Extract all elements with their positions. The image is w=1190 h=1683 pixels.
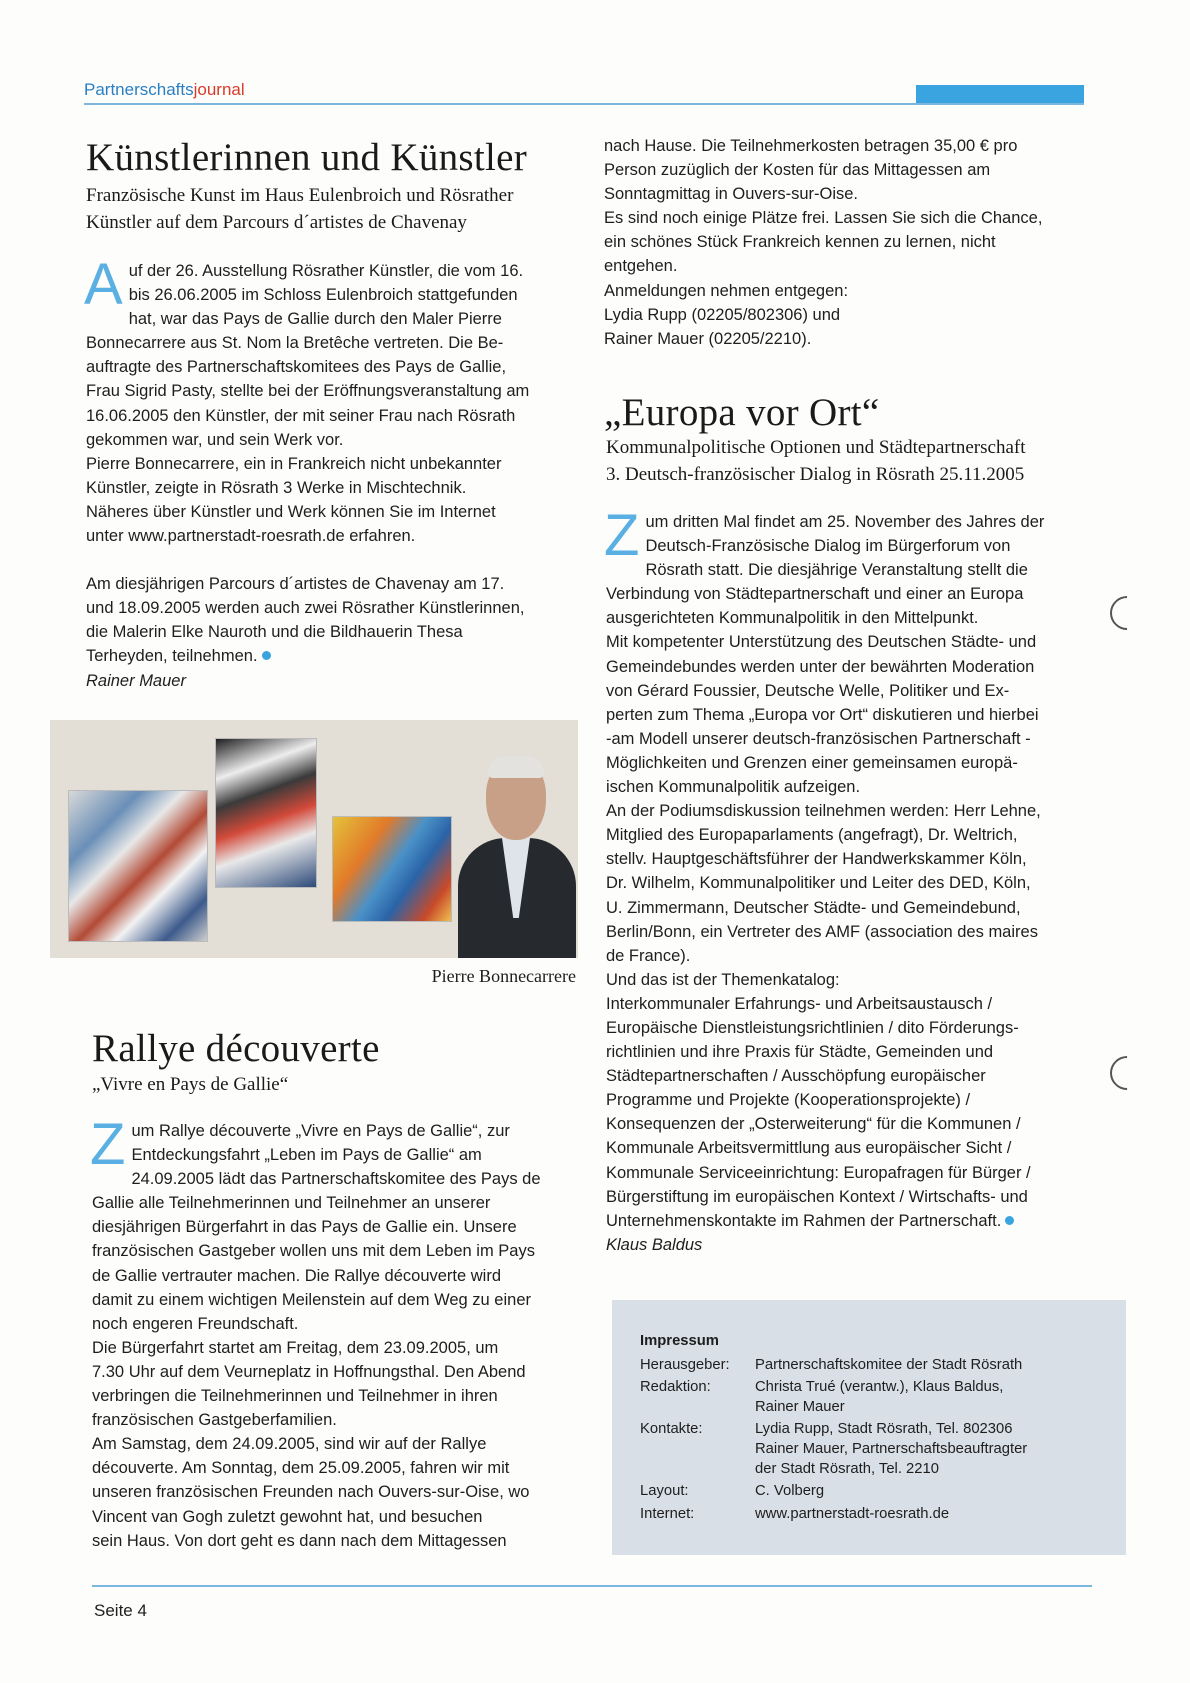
impressum-value: Partnerschaftskomitee der Stadt Rösrath <box>755 1356 1023 1373</box>
text-line: Frau Sigrid Pasty, stellte bei der Eröffnungsveranstaltung am <box>86 382 530 401</box>
punch-hole-mark <box>1103 1049 1151 1097</box>
impressum-value: Rainer Mauer, Partnerschaftsbeauftragter <box>755 1440 1028 1457</box>
punch-hole-mark <box>1103 589 1151 637</box>
text-line: Anmeldungen nehmen entgegen: <box>604 281 849 300</box>
article1-author: Rainer Mauer <box>86 671 186 690</box>
text-line: Verbindung von Städtepartnerschaft und einer an Europa <box>606 585 1024 604</box>
photo-caption: Pierre Bonnecarrere <box>431 966 576 986</box>
impressum-value: der Stadt Rösrath, Tel. 2210 <box>755 1460 939 1477</box>
text-line: unseren französischen Freunden nach Ouvers-sur-Oise, wo <box>92 1483 530 1502</box>
article3-author: Klaus Baldus <box>606 1235 703 1254</box>
text-line: die Malerin Elke Nauroth und die Bildhauerin Thesa <box>86 623 463 642</box>
text-line: ausgerichteten Kommunalpolitik in den Mittelpunkt. <box>606 609 979 628</box>
text-line: von Gérard Foussier, Deutsche Welle, Politiker und Ex- <box>606 681 1010 700</box>
impressum-value: Rainer Mauer <box>755 1398 845 1415</box>
article3-body <box>604 503 1106 1257</box>
article2-title: Rallye découverte <box>92 1027 380 1070</box>
impressum-row <box>640 1505 1110 1525</box>
article3-subtitle <box>606 434 1116 488</box>
text-line: Europäische Dienstleistungsrichtlinien / dito Förderungs- <box>606 1018 1019 1037</box>
artwork-image <box>215 738 317 888</box>
text-line: auftragte des Partnerschaftskomitees des Pays de Gallie, <box>86 358 507 377</box>
impressum-value: Lydia Rupp, Stadt Rösrath, Tel. 802306 <box>755 1421 1013 1438</box>
text-line: Entdeckungsfahrt „Leben im Pays de Gallie“ am <box>131 1146 482 1165</box>
text-line: Es sind noch einige Plätze frei. Lassen Sie sich die Chance, <box>604 209 1043 228</box>
artwork-image <box>332 816 452 922</box>
artist-hair <box>488 756 544 778</box>
text-line: ischen Kommunalpolitik aufzeigen. <box>606 778 861 797</box>
text-line: An der Podiumsdiskussion teilnehmen werden: Herr Lehne, <box>606 802 1041 821</box>
text-line: Die Bürgerfahrt startet am Freitag, dem 23.09.2005, um <box>92 1338 499 1357</box>
text-line: sein Haus. Von dort geht es dann nach dem Mittagessen <box>92 1531 507 1550</box>
text-line: Am diesjährigen Parcours d´artistes de Chavenay am 17. <box>86 575 505 594</box>
end-dot-icon <box>1005 1216 1014 1225</box>
text-line: -am Modell unserer deutsch-französischen Partnerschaft - <box>606 729 1031 748</box>
text-line: richtlinien und ihre Praxis für Städte, Gemeinden und <box>606 1043 994 1062</box>
text-line: 7.30 Uhr auf dem Veurneplatz in Hoffnungsthal. Den Abend <box>92 1362 526 1381</box>
text-line: unter www.partnerstadt-roesrath.de erfahren. <box>86 527 416 546</box>
text-line: Lydia Rupp (02205/802306) und <box>604 305 841 324</box>
artwork-image <box>68 790 208 942</box>
text-line: um Rallye découverte „Vivre en Pays de Gallie“, zur <box>131 1122 510 1140</box>
text-line: Möglichkeiten und Grenzen einer gemeinsamen europä- <box>606 753 1018 772</box>
text-line: diesjährigen Bürgerfahrt in das Pays de Gallie ein. Unsere <box>92 1218 517 1237</box>
text-line: französischen Gastgeber wollen uns mit dem Leben im Pays <box>92 1242 535 1261</box>
text-line: 24.09.2005 lädt das Partnerschaftskomitee des Pays de <box>131 1170 541 1189</box>
text-line: Deutsch-Französische Dialog im Bürgerforum von <box>645 537 1011 556</box>
text-line: Vincent van Gogh zuletzt gewohnt hat, und besuchen <box>92 1507 483 1526</box>
header-accent-bar <box>916 85 1084 103</box>
text-line: Am Samstag, dem 24.09.2005, sind wir auf der Rallye <box>92 1435 487 1454</box>
article2-body <box>90 1112 592 1553</box>
article1-body <box>84 252 586 693</box>
text-line: Kommunale Arbeitsvermittlung aus europäischer Sicht / <box>606 1139 1012 1158</box>
text-line: und 18.09.2005 werden auch zwei Rösrather Künstlerinnen, <box>86 599 525 618</box>
text-line: U. Zimmermann, Deutscher Städte- und Gemeindebund, <box>606 898 1021 917</box>
journal-title <box>84 80 245 100</box>
text-line: um dritten Mal findet am 25. November des Jahres der <box>645 513 1045 531</box>
text-line: Programme und Projekte (Kooperationsprojekte) / <box>606 1091 971 1110</box>
article2-drop-cap: Z <box>90 1112 126 1177</box>
impressum-label: Layout: <box>640 1483 689 1500</box>
end-dot-icon <box>262 651 271 660</box>
text-line: stellv. Hauptgeschäftsführer der Handwerkskammer Köln, <box>606 850 1027 869</box>
article1-drop-cap: A <box>84 252 123 317</box>
text-line: Pierre Bonnecarrere, ein in Frankreich nicht unbekannter <box>86 454 502 473</box>
impressum-label: Kontakte: <box>640 1421 703 1438</box>
text-line: nach Hause. Die Teilnehmerkosten betragen 35,00 € pro <box>604 137 1018 155</box>
text-line: Künstler, zeigte in Rösrath 3 Werke in Mischtechnik. <box>86 478 467 497</box>
text-line: noch engeren Freundschaft. <box>92 1314 299 1333</box>
article3-subtitle-line: 3. Deutsch-französischer Dialog in Rösrath 25.11.2005 <box>606 464 1025 485</box>
impressum-label: Internet: <box>640 1505 695 1522</box>
article1-subtitle-line: Künstler auf dem Parcours d´artistes de Chavenay <box>86 212 467 233</box>
text-line: Und das ist der Themenkatalog: <box>606 970 840 989</box>
text-line: découverte. Am Sonntag, dem 25.09.2005, fahren wir mit <box>92 1459 510 1478</box>
text-line: de Gallie vertrauter machen. Die Rallye découverte wird <box>92 1266 502 1285</box>
impressum-row <box>640 1378 1110 1417</box>
article3-subtitle-line: Kommunalpolitische Optionen und Städtepartnerschaft <box>606 437 1026 458</box>
footer-rule <box>92 1585 1092 1587</box>
text-line: gekommen war, und sein Werk vor. <box>86 430 344 449</box>
text-line: französischen Gastgeberfamilien. <box>92 1411 337 1430</box>
artist-photo <box>50 720 578 958</box>
impressum-row <box>640 1356 1110 1376</box>
article3-title: „Europa vor Ort“ <box>604 391 880 434</box>
text-line: Kommunale Serviceeinrichtung: Europafragen für Bürger / <box>606 1163 1031 1182</box>
text-line: perten zum Thema „Europa vor Ort“ diskutieren und hierbei <box>606 705 1039 724</box>
article1-title: Künstlerinnen und Künstler <box>86 136 528 179</box>
text-line: Interkommunaler Erfahrungs- und Arbeitsaustausch / <box>606 994 993 1013</box>
text-line: Bonnecarrere aus St. Nom la Bretêche vertreten. Die Be- <box>86 334 504 353</box>
text-line: Gallie alle Teilnehmerinnen und Teilnehmer an unserer <box>92 1194 491 1213</box>
text-line: Konsequenzen der „Osterweiterung“ für die Kommunen / <box>606 1115 1021 1134</box>
article1-subtitle <box>86 182 586 236</box>
impressum-row <box>640 1482 1110 1502</box>
impressum-title: Impressum <box>640 1333 719 1349</box>
impressum-website: www.partnerstadt-roesrath.de <box>755 1505 950 1522</box>
article1-subtitle-line: Französische Kunst im Haus Eulenbroich und Rösrather <box>86 185 514 206</box>
article2-subtitle: „Vivre en Pays de Gallie“ <box>92 1074 289 1095</box>
impressum-value: C. Volberg <box>755 1483 825 1500</box>
impressum-value: Christa Trué (verantw.), Klaus Baldus, <box>755 1379 1004 1396</box>
text-line: entgehen. <box>604 257 678 276</box>
journal-title-part-b: journal <box>193 80 245 99</box>
text-line: damit zu einem wichtigen Meilenstein auf dem Weg zu einer <box>92 1290 531 1309</box>
text-line-content: Terheyden, teilnehmen. <box>86 647 258 666</box>
impressum-label: Redaktion: <box>640 1379 711 1396</box>
text-line: uf der 26. Ausstellung Rösrather Künstler, die vom 16. <box>128 262 524 280</box>
text-line: Berlin/Bonn, ein Vertreter des AMF (association des maires <box>606 922 1038 941</box>
text-line: Rösrath statt. Die diesjährige Veranstaltung stellt die <box>645 561 1028 580</box>
text-line: de France). <box>606 946 691 965</box>
article3-drop-cap: Z <box>604 503 640 568</box>
page-number: Seite 4 <box>94 1601 147 1620</box>
text-line: Städtepartnerschaften / Ausschöpfung europäischer <box>606 1067 986 1086</box>
text-line: 16.06.2005 den Künstler, der mit seiner Frau nach Rösrath <box>86 406 516 425</box>
text-line: hat, war das Pays de Gallie durch den Maler Pierre <box>128 310 502 329</box>
text-line: Näheres über Künstler und Werk können Sie im Internet <box>86 502 496 521</box>
text-line: Dr. Wilhelm, Kommunalpolitiker und Leiter des DED, Köln, <box>606 874 1031 893</box>
text-line <box>606 1209 1106 1233</box>
impressum-box <box>612 1300 1126 1555</box>
text-line: bis 26.06.2005 im Schloss Eulenbroich stattgefunden <box>128 286 518 305</box>
text-line: Mit kompetenter Unterstützung des Deutschen Städte- und <box>606 633 1037 652</box>
text-line <box>86 644 586 668</box>
journal-title-part-a: Partnerschafts <box>84 80 194 99</box>
text-line: verbringen die Teilnehmerinnen und Teilnehmer in ihren <box>92 1387 498 1406</box>
header-rule <box>84 103 1084 105</box>
text-line: Mitglied des Europaparlaments (angefragt), Dr. Weltrich, <box>606 826 1018 845</box>
text-line: Rainer Mauer (02205/2210). <box>604 329 812 348</box>
text-line: Bürgerstiftung im europäischen Kontext / Wirtschafts- und <box>606 1187 1028 1206</box>
text-line-content: Unternehmenskontakte im Rahmen der Partnerschaft. <box>606 1211 1002 1230</box>
text-line: Sonntagmittag in Ouvers-sur-Oise. <box>604 185 859 204</box>
impressum-label: Herausgeber: <box>640 1356 730 1373</box>
text-line: Gemeindebundes werden unter der bewährten Moderation <box>606 657 1035 676</box>
article2-continued <box>604 134 1104 351</box>
impressum-row <box>640 1420 1110 1479</box>
text-line: ein schönes Stück Frankreich kennen zu lernen, nicht <box>604 233 996 252</box>
text-line: Person zuzüglich der Kosten für das Mittagessen am <box>604 161 991 180</box>
